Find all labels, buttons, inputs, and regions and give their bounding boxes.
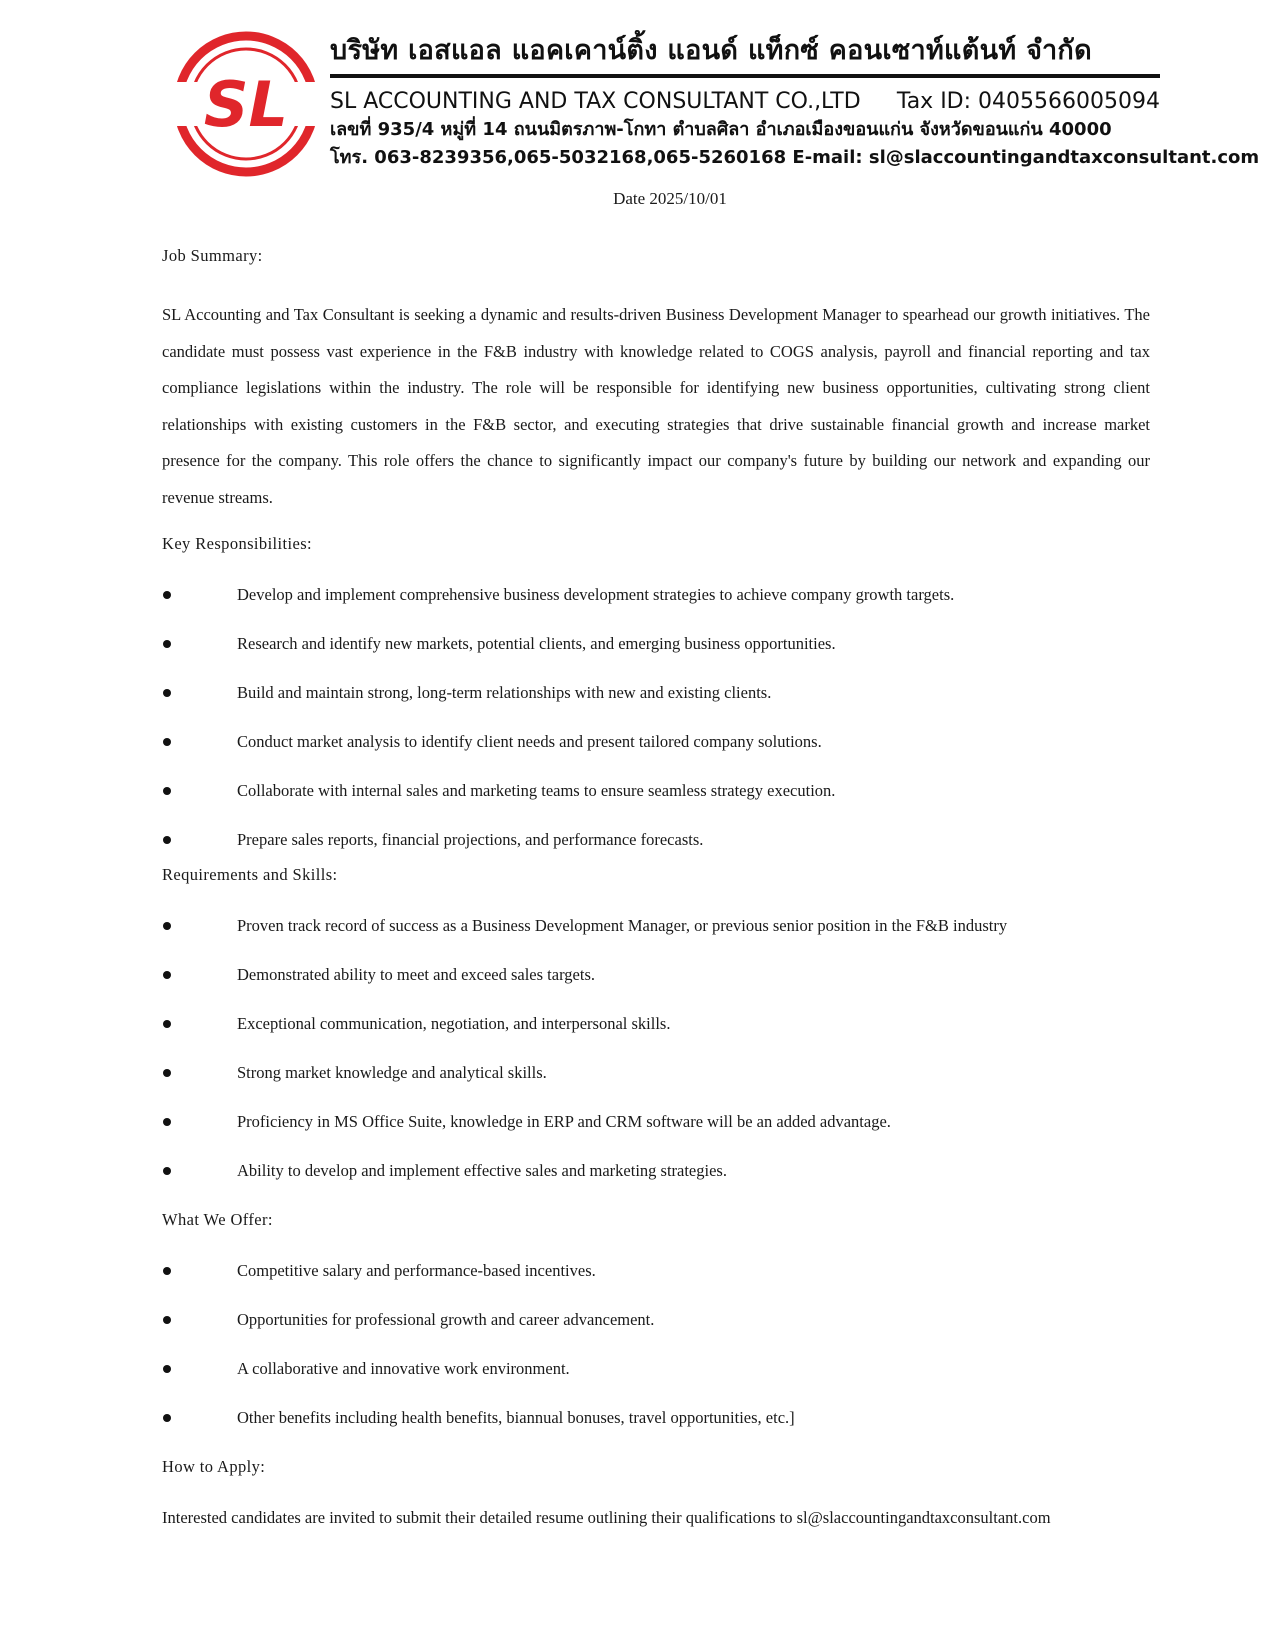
company-name-english: SL ACCOUNTING AND TAX CONSULTANT CO.,LTD	[330, 89, 861, 114]
bullet-icon	[163, 1365, 171, 1373]
offer-list	[162, 1261, 1150, 1457]
bullet-icon	[163, 1069, 171, 1077]
job-summary-text: SL Accounting and Tax Consultant is seeking a dynamic and results-driven Business Development Manager to spearhead our growth initiatives. The candidate must possess vast experience in the F&B industry with knowledge related to COGS analysis, payroll and financial reporting and tax compliance legislations within the industry. The role will be responsible for identifying new business opportunities, cultivating strong client relationships with existing customers in the F&B sector, and executing strategies that drive sustainable financial growth and increase market presence for the company. This role offers the chance to significantly impact our company's future by building our network and expanding our revenue streams.	[162, 305, 1150, 507]
bullet-icon	[163, 591, 171, 599]
requirements-heading: Requirements and Skills:	[162, 865, 338, 884]
list-item: Develop and implement comprehensive business development strategies to achieve company growth targets.	[162, 585, 1150, 634]
job-summary-heading: Job Summary:	[162, 246, 263, 265]
list-item: Conduct market analysis to identify client needs and present tailored company solutions.	[162, 732, 1150, 781]
bullet-icon	[163, 787, 171, 795]
bullet-icon	[163, 1414, 171, 1422]
bullet-icon	[163, 640, 171, 648]
apply-heading: How to Apply:	[162, 1457, 266, 1476]
bullet-icon	[163, 922, 171, 930]
responsibilities-list	[162, 585, 1150, 865]
bullet-icon	[163, 1167, 171, 1175]
company-contact: โทร. 063-8239356,065-5032168,065-5260168 E-mail: sl@slaccountingandtaxconsultant.com	[330, 147, 1260, 168]
company-address: เลขที่ 935/4 หมู่ที่ 14 ถนนมิตรภาพ-โกทา ตำบลศิลา อำเภอเมืองขอนแก่น จังหวัดขอนแก่น 40000	[330, 119, 1112, 140]
requirements-list	[162, 916, 1150, 1210]
list-item: Proven track record of success as a Business Development Manager, or previous senior position in the F&B industry	[162, 916, 1150, 965]
bullet-icon	[163, 1316, 171, 1324]
list-item: Opportunities for professional growth and career advancement.	[162, 1310, 1150, 1359]
company-name-thai: บริษัท เอสแอล แอคเคาน์ติ้ง แอนด์ แท็กซ์ คอนเซาท์แต้นท์ จำกัด	[330, 28, 1160, 78]
list-item: Ability to develop and implement effective sales and marketing strategies.	[162, 1161, 1150, 1210]
list-item: Research and identify new markets, potential clients, and emerging business opportunities.	[162, 634, 1150, 683]
list-item: Competitive salary and performance-based incentives.	[162, 1261, 1150, 1310]
bullet-icon	[163, 738, 171, 746]
company-logo	[172, 30, 320, 178]
document-body	[162, 246, 1150, 1528]
document-date: Date 2025/10/01	[613, 189, 727, 208]
list-item: Prepare sales reports, financial projections, and performance forecasts.	[162, 830, 1150, 865]
bullet-icon	[163, 1118, 171, 1126]
bullet-icon	[163, 1267, 171, 1275]
offer-heading: What We Offer:	[162, 1210, 273, 1229]
list-item: Strong market knowledge and analytical skills.	[162, 1063, 1150, 1112]
bullet-icon	[163, 1020, 171, 1028]
responsibilities-heading: Key Responsibilities:	[162, 534, 313, 553]
list-item: Exceptional communication, negotiation, and interpersonal skills.	[162, 1014, 1150, 1063]
bullet-icon	[163, 836, 171, 844]
company-info	[330, 28, 1260, 172]
bullet-icon	[163, 971, 171, 979]
letterhead	[172, 28, 1260, 178]
list-item: Demonstrated ability to meet and exceed sales targets.	[162, 965, 1150, 1014]
apply-text: Interested candidates are invited to submit their detailed resume outlining their qualifications to sl@slaccountingandtaxconsultant.com	[162, 1508, 1051, 1527]
list-item: Build and maintain strong, long-term relationships with new and existing clients.	[162, 683, 1150, 732]
list-item: A collaborative and innovative work environment.	[162, 1359, 1150, 1408]
tax-id: Tax ID: 0405566005094	[896, 89, 1160, 114]
list-item: Collaborate with internal sales and marketing teams to ensure seamless strategy execution.	[162, 781, 1150, 830]
list-item: Other benefits including health benefits, biannual bonuses, travel opportunities, etc.]	[162, 1408, 1150, 1457]
bullet-icon	[163, 689, 171, 697]
list-item: Proficiency in MS Office Suite, knowledge in ERP and CRM software will be an added advantage.	[162, 1112, 1150, 1161]
svg-text:SL: SL	[203, 68, 289, 141]
company-name-row	[330, 88, 1160, 116]
